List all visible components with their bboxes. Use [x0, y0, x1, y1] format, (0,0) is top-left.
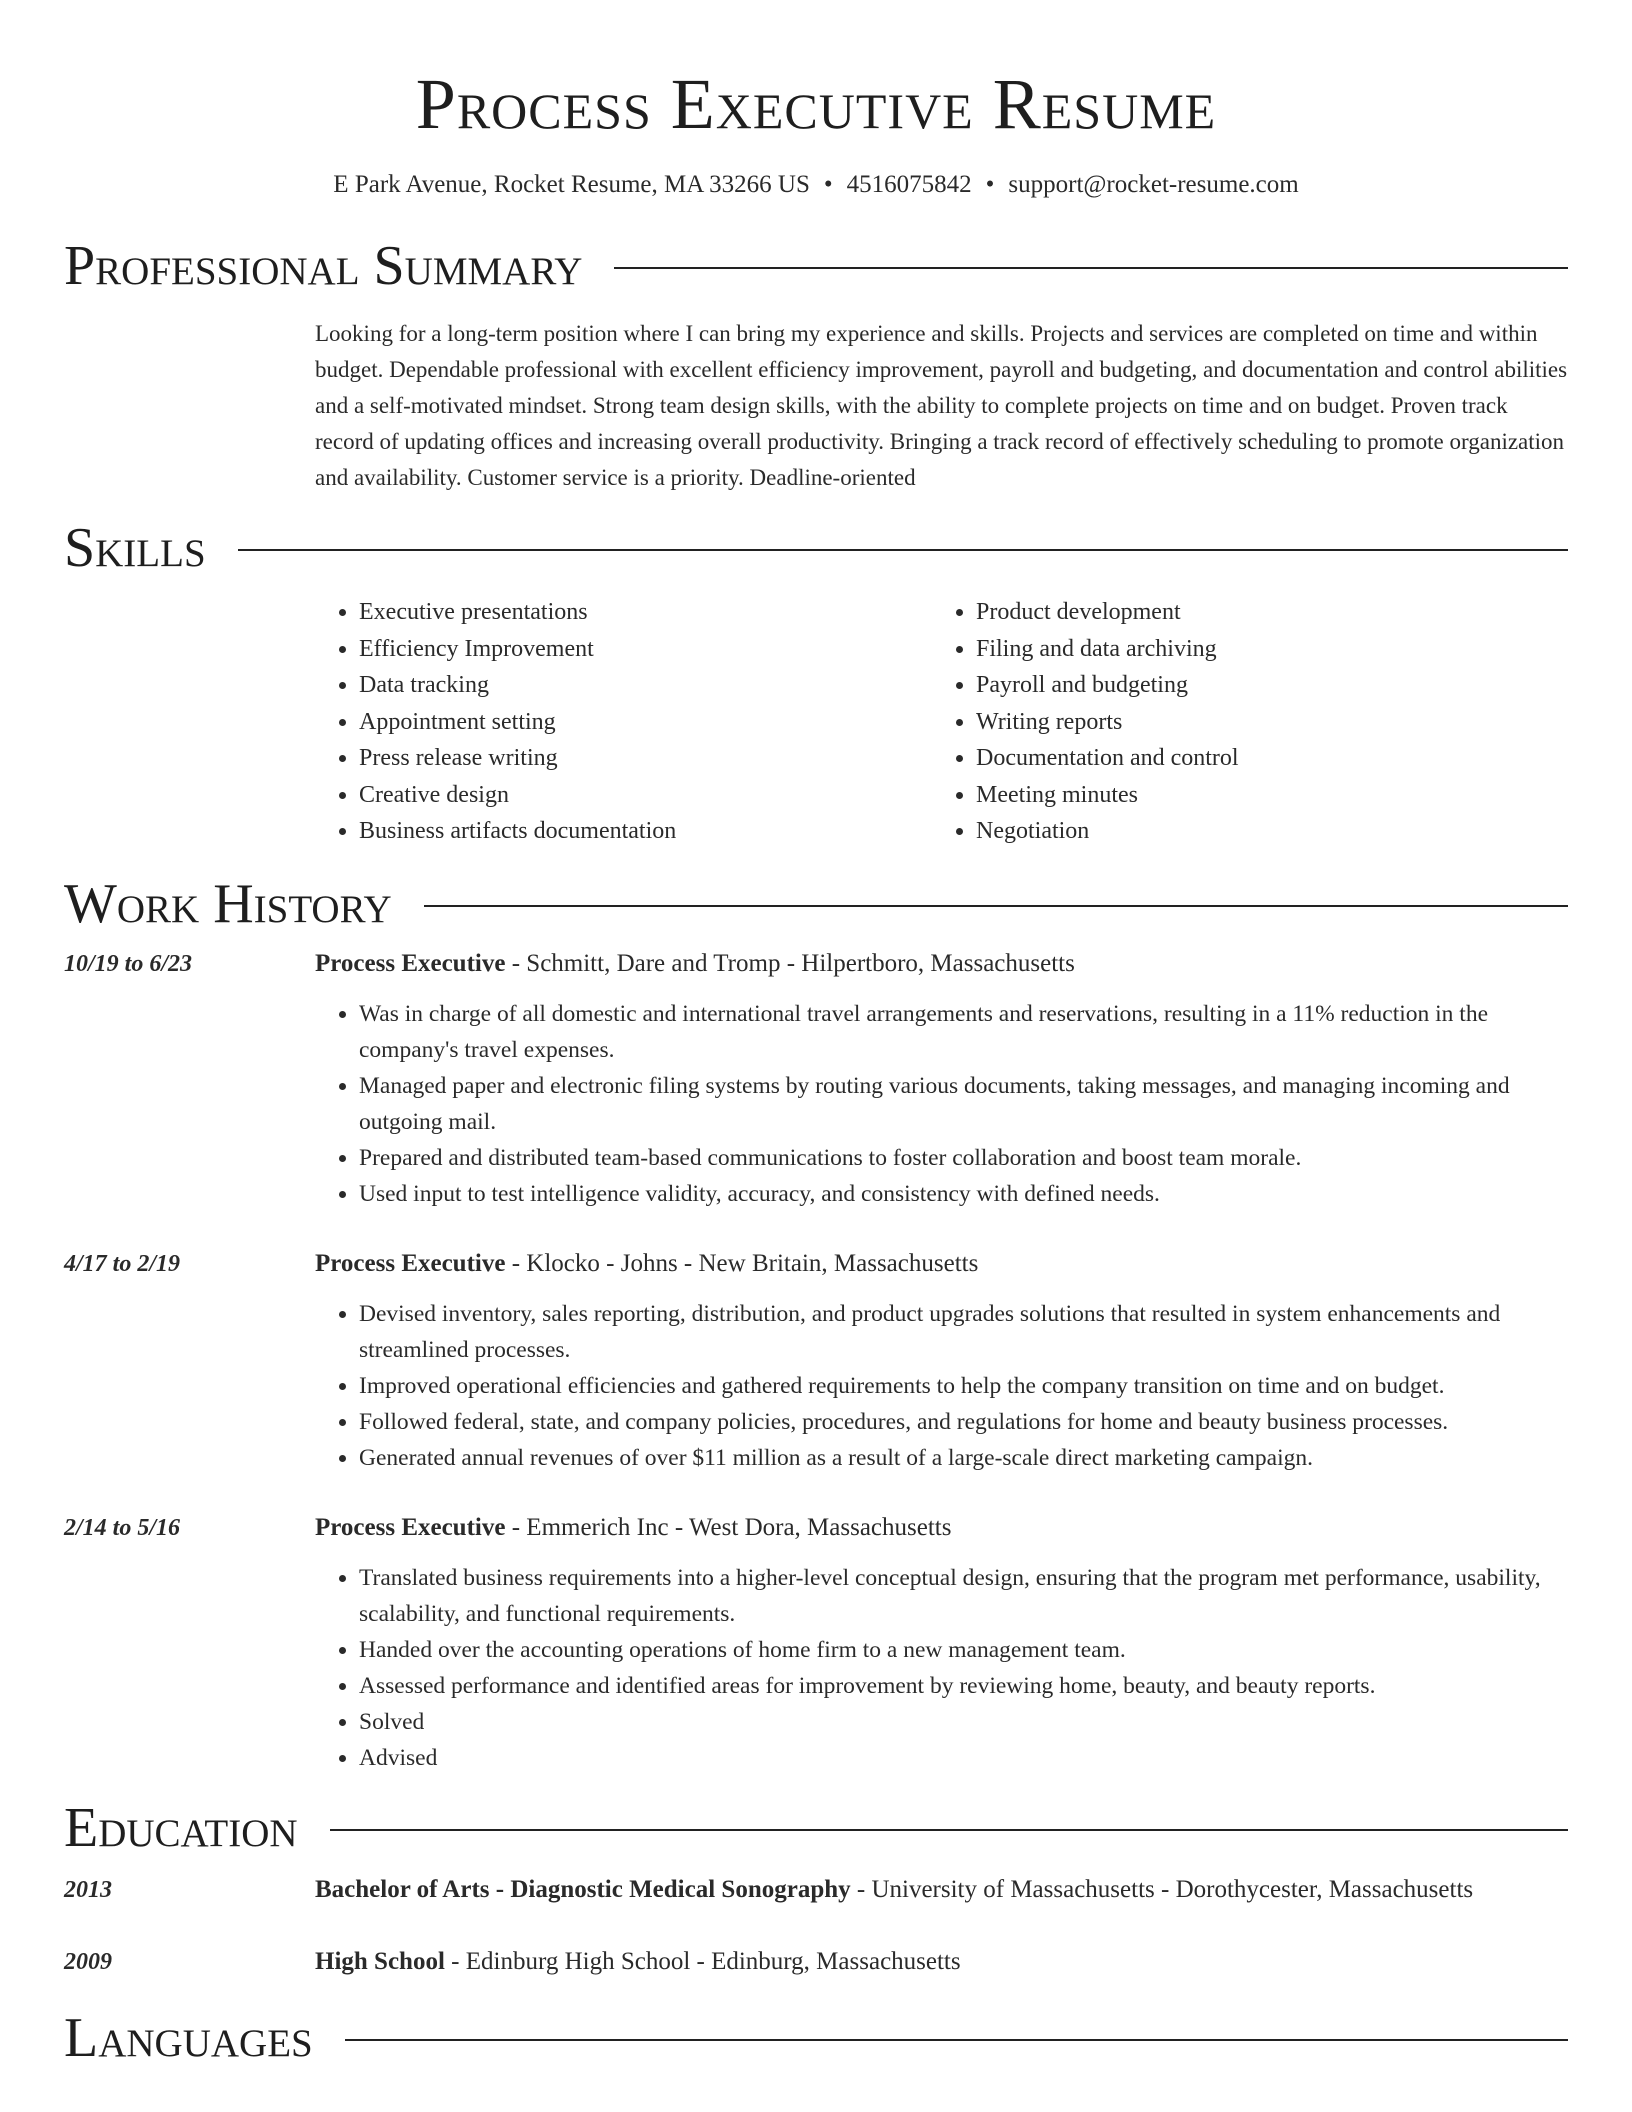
skill-item: • Business artifacts documentation — [359, 813, 932, 850]
job-bullet: • Improved operational efficiencies and gathered requirements to help the company transition on time and on budget. — [359, 1368, 1568, 1404]
section-title-education: Education — [64, 1796, 298, 1859]
education-school: - Edinburg High School - Edinburg, Massachusetts — [444, 1947, 961, 1975]
section-divider — [424, 905, 1568, 907]
job-heading — [315, 946, 1568, 982]
education-school: - University of Massachusetts - Dorothycester, Massachusetts — [850, 1875, 1474, 1903]
job-dates: 2/14 to 5/16 — [64, 1514, 181, 1541]
job-dates: 4/17 to 2/19 — [64, 1250, 181, 1277]
contact-separator: • — [823, 171, 833, 198]
skill-item: • Creative design — [359, 777, 932, 814]
job-bullet: • Devised inventory, sales reporting, distribution, and product upgrades solutions that resulted in system enhancements and streamlined processes. — [359, 1296, 1568, 1368]
job-employer: - Schmitt, Dare and Tromp - Hilpertboro, Massachusetts — [505, 949, 1075, 977]
job-bullet: • Used input to test intelligence validity, accuracy, and consistency with defined needs. — [359, 1176, 1568, 1212]
section-summary-header — [64, 234, 1568, 298]
job-bullet: • Assessed performance and identified areas for improvement by reviewing home, beauty, and beauty reports. — [359, 1668, 1568, 1704]
skill-item: • Data tracking — [359, 667, 932, 704]
skills-column-right — [932, 594, 1549, 850]
section-languages-header — [64, 2006, 1568, 2070]
education-line — [315, 1944, 1568, 1980]
section-skills-header — [64, 516, 1568, 580]
section-divider — [614, 267, 1568, 269]
job-bullet: • Was in charge of all domestic and international travel arrangements and reservations, resulting in a 11% reduction in the company's travel expenses. — [359, 996, 1568, 1068]
skill-item: • Product development — [976, 594, 1549, 631]
job-bullet: • Followed federal, state, and company policies, procedures, and regulations for home and beauty business processes. — [359, 1404, 1568, 1440]
page-title: Process Executive Resume — [415, 64, 1217, 144]
skill-item: • Documentation and control — [976, 740, 1549, 777]
education-year: 2009 — [64, 1948, 112, 1975]
job-entry — [64, 1246, 1568, 1476]
job-bullets — [315, 1296, 1568, 1476]
job-employer: - Klocko - Johns - New Britain, Massachusetts — [505, 1249, 979, 1277]
skill-item: • Payroll and budgeting — [976, 667, 1549, 704]
job-entry — [64, 1510, 1568, 1776]
education-year: 2013 — [64, 1876, 112, 1903]
skill-item: • Meeting minutes — [976, 777, 1549, 814]
skill-item: • Filing and data archiving — [976, 631, 1549, 668]
skill-item: • Negotiation — [976, 813, 1549, 850]
skill-item: • Efficiency Improvement — [359, 631, 932, 668]
job-title: Process Executive — [315, 1513, 506, 1541]
section-title-skills: Skills — [64, 517, 206, 579]
education-degree: Bachelor of Arts - Diagnostic Medical Sonography — [315, 1875, 851, 1903]
education-entry — [64, 1944, 1568, 1980]
job-heading — [315, 1510, 1568, 1546]
contact-line — [64, 168, 1568, 202]
section-divider — [238, 549, 1568, 551]
job-employer: - Emmerich Inc - West Dora, Massachusetts — [505, 1513, 952, 1541]
job-dates: 10/19 to 6/23 — [64, 950, 193, 977]
job-entry — [64, 946, 1568, 1212]
section-title-work: Work History — [64, 872, 392, 935]
job-title: Process Executive — [315, 949, 506, 977]
job-bullet: • Translated business requirements into a higher-level conceptual design, ensuring that the program met performance, usability, scalability, and functional requirements. — [359, 1560, 1568, 1632]
job-bullet: • Managed paper and electronic filing systems by routing various documents, taking messages, and managing incoming and outgoing mail. — [359, 1068, 1568, 1140]
section-title-summary: Professional Summary — [64, 235, 583, 297]
job-bullet: • Generated annual revenues of over $11 million as a result of a large-scale direct marketing campaign. — [359, 1440, 1568, 1476]
section-education-header — [64, 1796, 1568, 1860]
skills-list — [315, 594, 1568, 850]
job-bullet: • Handed over the accounting operations of home firm to a new management team. — [359, 1632, 1568, 1668]
job-title: Process Executive — [315, 1249, 506, 1277]
skills-column-left — [315, 594, 932, 850]
contact-address: E Park Avenue, Rocket Resume, MA 33266 US — [333, 171, 810, 198]
education-line — [315, 1872, 1568, 1908]
job-bullet: • Solved — [359, 1704, 1568, 1740]
skill-item: • Executive presentations — [359, 594, 932, 631]
education-degree: High School — [315, 1947, 445, 1975]
section-divider — [345, 2039, 1568, 2041]
job-bullets — [315, 996, 1568, 1212]
skill-item: • Writing reports — [976, 704, 1549, 741]
job-bullet: • Prepared and distributed team-based communications to foster collaboration and boost team morale. — [359, 1140, 1568, 1176]
job-bullets — [315, 1560, 1568, 1776]
skill-item: • Press release writing — [359, 740, 932, 777]
education-entry — [64, 1872, 1568, 1908]
job-heading — [315, 1246, 1568, 1282]
resume-page — [64, 0, 1568, 2070]
section-divider — [330, 1829, 1568, 1831]
contact-separator: • — [985, 171, 995, 198]
section-work-header — [64, 872, 1568, 936]
summary-text: Looking for a long-term position where I can bring my experience and skills. Projects and services are completed on time and within budget. Dependable professional with excellent efficiency improvement, payroll and budgeting, and documentation and control abilities and a self-motivated mindset. Strong team design skills, with the ability to complete projects on time and on budget. Proven track record of updating offices and increasing overall productivity. Bringing a track record of effectively scheduling to promote organization and availability. Customer service is a priority. Deadline-oriented — [315, 321, 1568, 490]
section-title-languages: Languages — [64, 2006, 313, 2069]
skill-item: • Appointment setting — [359, 704, 932, 741]
job-bullet: • Advised — [359, 1740, 1568, 1776]
contact-phone: 4516075842 — [846, 171, 972, 198]
contact-email: support@rocket-resume.com — [1008, 171, 1299, 198]
